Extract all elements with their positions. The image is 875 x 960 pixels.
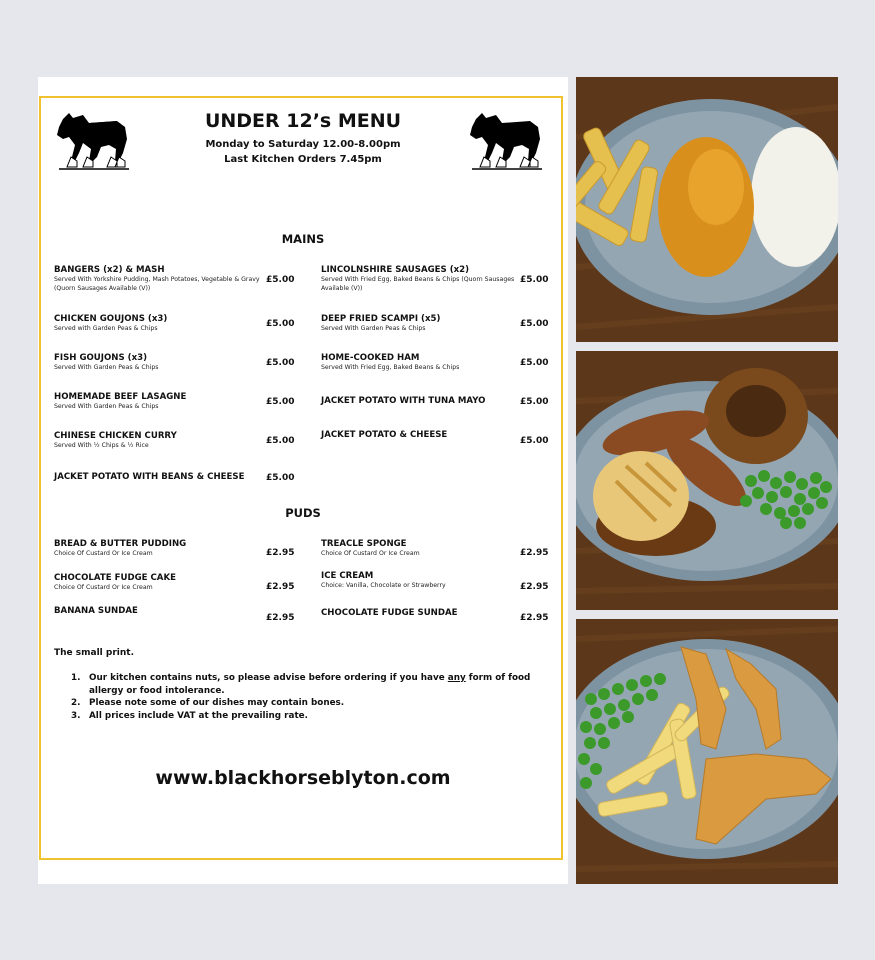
list-item: 3. All prices include VAT at the prevailing rate. xyxy=(71,710,308,721)
item-description: Served With Fried Egg, Baked Beans & Chips (Quorn Sausages Available (V)) xyxy=(321,276,515,292)
item-name: LINCOLNSHIRE SAUSAGES (x2) xyxy=(321,265,470,275)
item-name: ICE CREAM xyxy=(321,571,374,581)
item-price: £5.00 xyxy=(266,319,295,329)
item-name: JACKET POTATO & CHEESE xyxy=(321,430,448,440)
item-name: CHOCOLATE FUDGE SUNDAE xyxy=(321,608,458,618)
item-price: £2.95 xyxy=(520,582,549,592)
item-price: £2.95 xyxy=(520,548,549,558)
menu-hours: Monday to Saturday 12.00-8.00pm xyxy=(205,139,401,150)
item-description: Served With Garden Peas & Chips xyxy=(54,364,159,371)
item-name: JACKET POTATO WITH BEANS & CHEESE xyxy=(54,472,245,482)
last-orders: Last Kitchen Orders 7.45pm xyxy=(224,154,382,165)
item-name: BANANA SUNDAE xyxy=(54,606,138,616)
photo-fish-goujons-chips-peas xyxy=(576,619,838,884)
small-print-heading: The small print. xyxy=(54,648,134,658)
item-price: £5.00 xyxy=(266,358,295,368)
item-description: Served With ½ Chips & ½ Rice xyxy=(54,442,149,449)
list-item: 2. Please note some of our dishes may contain bones. xyxy=(71,698,345,708)
item-description: Served with Garden Peas & Chips xyxy=(54,325,158,332)
item-name: CHOCOLATE FUDGE CAKE xyxy=(54,573,176,583)
item-price: £2.95 xyxy=(266,613,295,623)
item-name: BANGERS (x2) & MASH xyxy=(54,265,165,275)
item-description: Served With Yorkshire Pudding, Mash Potatoes, Vegetable & Gravy (Quorn Sausages Available (V)) xyxy=(54,276,260,292)
item-name: JACKET POTATO WITH TUNA MAYO xyxy=(321,396,486,406)
item-description: Choice: Vanilla, Chocolate or Strawberry xyxy=(321,582,446,589)
item-price: £5.00 xyxy=(266,397,295,407)
item-price: £5.00 xyxy=(266,473,295,483)
item-name: HOME-COOKED HAM xyxy=(321,353,420,363)
item-price: £5.00 xyxy=(520,275,549,285)
item-name: DEEP FRIED SCAMPI (x5) xyxy=(321,314,441,324)
item-description: Choice Of Custard Or Ice Cream xyxy=(321,550,420,557)
item-name: TREACLE SPONGE xyxy=(321,539,407,549)
item-price: £5.00 xyxy=(266,275,295,285)
item-price: £5.00 xyxy=(520,358,549,368)
photo-chicken-curry-chips-rice xyxy=(576,77,838,342)
item-price: £2.95 xyxy=(266,582,295,592)
menu-title: UNDER 12’s MENU xyxy=(204,110,402,132)
item-description: Served With Fried Egg, Baked Beans & Chips xyxy=(321,364,460,371)
menu-border xyxy=(39,96,563,860)
item-price: £5.00 xyxy=(520,436,549,446)
website-url: www.blackhorseblyton.com xyxy=(155,767,451,789)
puds-heading: PUDS xyxy=(285,506,321,520)
item-name: CHINESE CHICKEN CURRY xyxy=(54,431,177,441)
item-name: CHICKEN GOUJONS (x3) xyxy=(54,314,168,324)
list-item: 1. Our kitchen contains nuts, so please advise before ordering if you have any form of food allergy or food intolerance. xyxy=(71,673,531,696)
item-name: FISH GOUJONS (x3) xyxy=(54,353,148,363)
item-description: Served With Garden Peas & Chips xyxy=(321,325,426,332)
item-price: £2.95 xyxy=(520,613,549,623)
item-description: Choice Of Custard Or Ice Cream xyxy=(54,584,153,591)
item-price: £5.00 xyxy=(266,436,295,446)
item-name: BREAD & BUTTER PUDDING xyxy=(54,539,187,549)
item-description: Served With Garden Peas & Chips xyxy=(54,403,159,410)
item-price: £2.95 xyxy=(266,548,295,558)
photo-sausage-mash-yorkshire-pudding xyxy=(576,351,838,610)
item-price: £5.00 xyxy=(520,397,549,407)
item-description: Choice Of Custard Or Ice Cream xyxy=(54,550,153,557)
mains-heading: MAINS xyxy=(281,232,325,246)
item-price: £5.00 xyxy=(520,319,549,329)
item-name: HOMEMADE BEEF LASAGNE xyxy=(54,392,187,402)
